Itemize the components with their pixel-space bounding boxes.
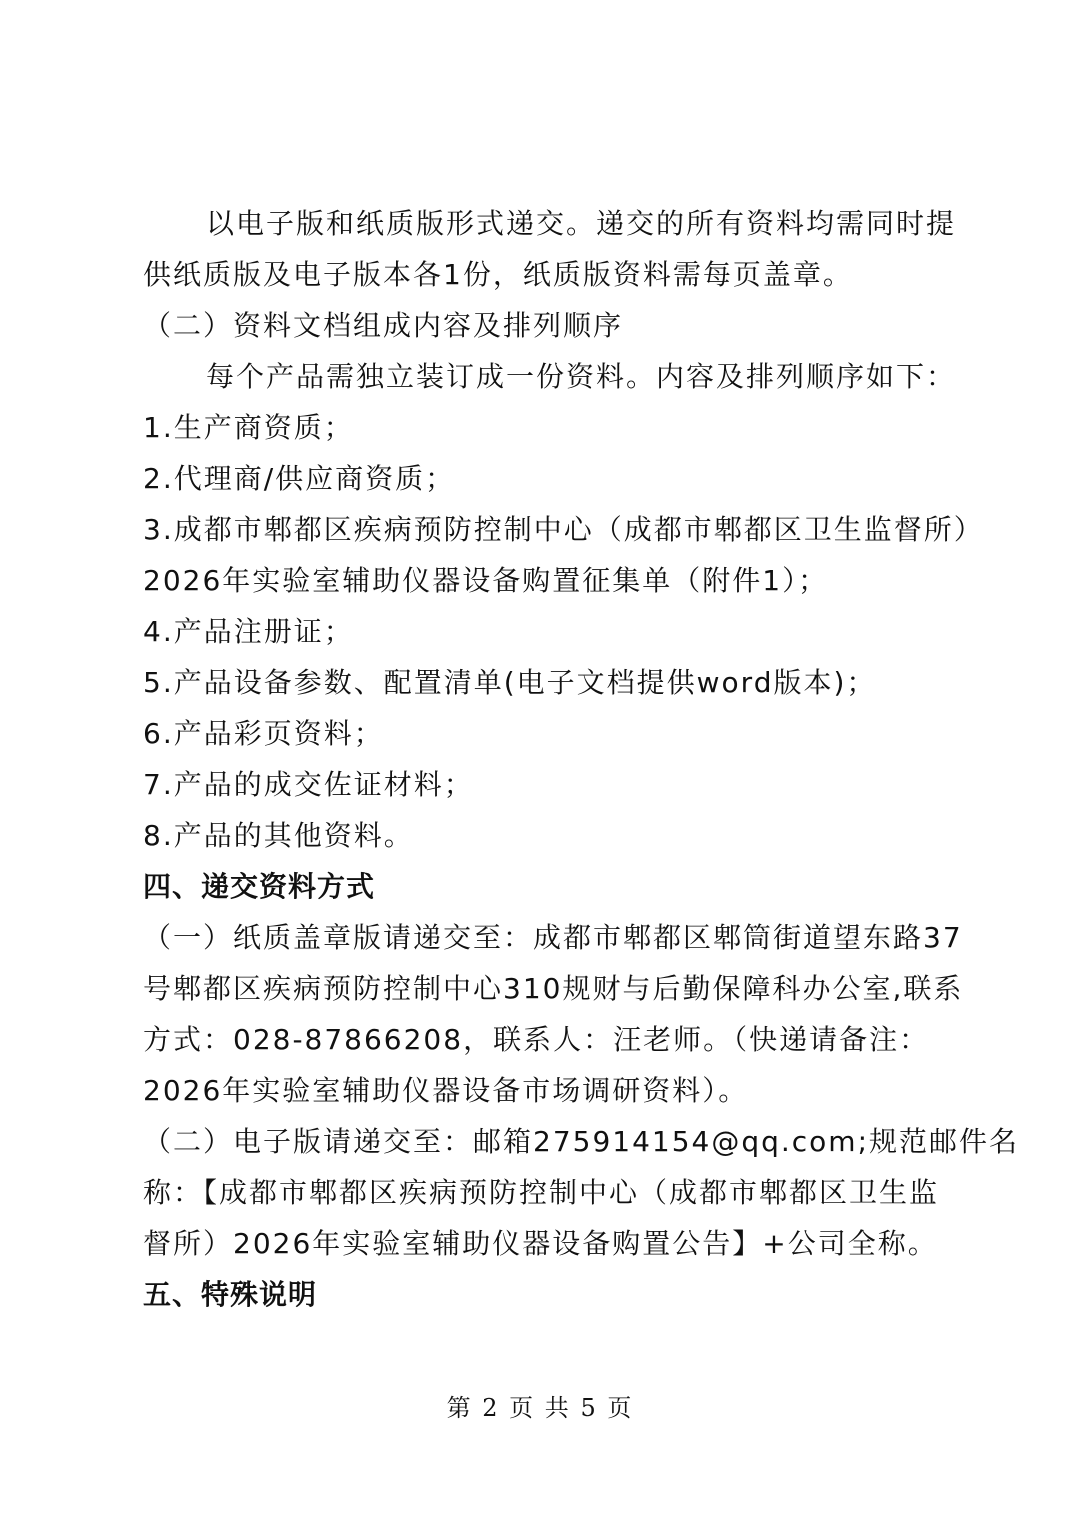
- list-item-continuation: 2026年实验室辅助仪器设备购置征集单（附件1）；: [143, 564, 829, 597]
- paragraph-line: 号郫都区疾病预防控制中心310规财与后勤保障科办公室,联系: [143, 972, 964, 1005]
- paragraph-line: 督所）2026年实验室辅助仪器设备购置公告】+公司全称。: [143, 1227, 938, 1260]
- paragraph-line: 以电子版和纸质版形式递交。递交的所有资料均需同时提: [206, 207, 957, 240]
- list-item: 4.产品注册证；: [143, 615, 354, 648]
- paragraph-line: 方式：028-87866208，联系人：汪老师。（快递请备注：: [143, 1023, 930, 1056]
- paragraph-line: 每个产品需独立装订成一份资料。内容及排列顺序如下：: [206, 360, 957, 393]
- subsection-heading: （二）资料文档组成内容及排列顺序: [143, 309, 624, 342]
- paragraph-line: （一）纸质盖章版请递交至：成都市郫都区郫筒街道望东路37: [143, 921, 963, 954]
- section-heading: 五、特殊说明: [143, 1278, 318, 1311]
- body-text: [143, 198, 1020, 1320]
- list-item: 1.生产商资质；: [143, 411, 354, 444]
- section-heading: 四、递交资料方式: [143, 870, 376, 903]
- list-item: 7.产品的成交佐证材料；: [143, 768, 474, 801]
- list-item: 5.产品设备参数、配置清单(电子文档提供word版本)；: [143, 666, 877, 699]
- paragraph-line: （二）电子版请递交至：邮箱275914154@qq.com;规范邮件名: [143, 1125, 1020, 1158]
- paragraph-line: 2026年实验室辅助仪器设备市场调研资料）。: [143, 1074, 749, 1107]
- list-item: 8.产品的其他资料。: [143, 819, 414, 852]
- paragraph-line: 称：【成都市郫都区疾病预防控制中心（成都市郫都区卫生监: [143, 1176, 940, 1209]
- list-item: 3.成都市郫都区疾病预防控制中心（成都市郫都区卫生监督所）: [143, 513, 984, 546]
- list-item: 6.产品彩页资料；: [143, 717, 384, 750]
- paragraph-line: 供纸质版及电子版本各1份，纸质版资料需每页盖章。: [143, 258, 853, 291]
- page-number-footer: 第 2 页 共 5 页: [446, 1394, 634, 1422]
- list-item: 2.代理商/供应商资质；: [143, 462, 456, 495]
